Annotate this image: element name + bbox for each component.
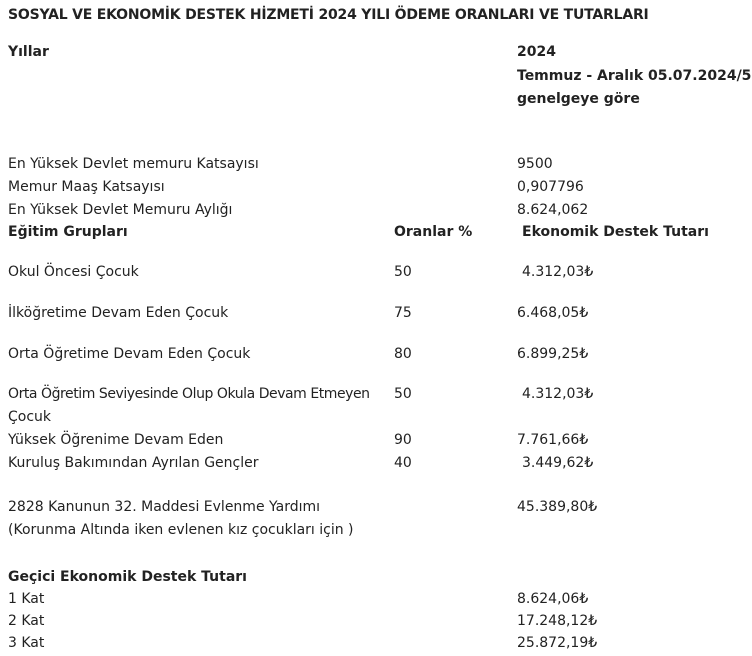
temp-amount-1: 8.624,06₺: [517, 591, 589, 607]
coef-label-3: En Yüksek Devlet Memuru Aylığı: [8, 202, 233, 218]
edu-label-1: Okul Öncesi Çocuk: [8, 264, 139, 280]
edu-amount-6: 3.449,62₺: [522, 455, 594, 471]
edu-label-3: Orta Öğretime Devam Eden Çocuk: [8, 346, 251, 362]
edu-label-4-cont: Çocuk: [8, 409, 52, 425]
edu-label-5: Yüksek Öğrenime Devam Eden: [8, 432, 224, 448]
temp-amount-3: 25.872,19₺: [517, 635, 598, 651]
edu-rate-3: 80: [394, 346, 412, 362]
edu-rate-6: 40: [394, 455, 412, 471]
coef-value-2: 0,907796: [517, 179, 584, 195]
edu-label-2: İlköğretime Devam Eden Çocuk: [8, 305, 229, 321]
edu-rate-4: 50: [394, 386, 412, 402]
edu-amount-4: 4.312,03₺: [522, 386, 594, 402]
coef-label-1: En Yüksek Devlet memuru Katsayısı: [8, 156, 259, 172]
marriage-line-2: (Korunma Altında iken evlenen kız çocukları için ): [8, 522, 354, 538]
period-line-2: genelgeye göre: [517, 91, 640, 107]
year-value: 2024: [517, 44, 556, 60]
edu-label-6: Kuruluş Bakımından Ayrılan Gençler: [8, 455, 259, 471]
temp-amount-2: 17.248,12₺: [517, 613, 598, 629]
coef-value-1: 9500: [517, 156, 553, 172]
years-label: Yıllar: [8, 44, 49, 60]
header-amount: Ekonomik Destek Tutarı: [522, 224, 709, 240]
edu-rate-5: 90: [394, 432, 412, 448]
temp-label-3: 3 Kat: [8, 635, 45, 651]
page-title: SOSYAL VE EKONOMİK DESTEK HİZMETİ 2024 YILI ÖDEME ORANLARI VE TUTARLARI: [8, 7, 649, 23]
coef-label-2: Memur Maaş Katsayısı: [8, 179, 165, 195]
edu-amount-2: 6.468,05₺: [517, 305, 589, 321]
edu-rate-1: 50: [394, 264, 412, 280]
edu-rate-2: 75: [394, 305, 412, 321]
temporary-heading: Geçici Ekonomik Destek Tutarı: [8, 569, 247, 585]
edu-label-4: Orta Öğretim Seviyesinde Olup Okula Devam Etmeyen: [8, 386, 370, 402]
header-rate: Oranlar %: [394, 224, 473, 240]
period-line-1: Temmuz - Aralık 05.07.2024/5: [517, 68, 752, 84]
temp-label-2: 2 Kat: [8, 613, 45, 629]
temp-label-1: 1 Kat: [8, 591, 45, 607]
header-group: Eğitim Grupları: [8, 224, 128, 240]
marriage-line-1: 2828 Kanunun 32. Maddesi Evlenme Yardımı: [8, 499, 321, 515]
edu-amount-1: 4.312,03₺: [522, 264, 594, 280]
edu-amount-3: 6.899,25₺: [517, 346, 589, 362]
coef-value-3: 8.624,062: [517, 202, 589, 218]
edu-amount-5: 7.761,66₺: [517, 432, 589, 448]
marriage-amount: 45.389,80₺: [517, 499, 598, 515]
